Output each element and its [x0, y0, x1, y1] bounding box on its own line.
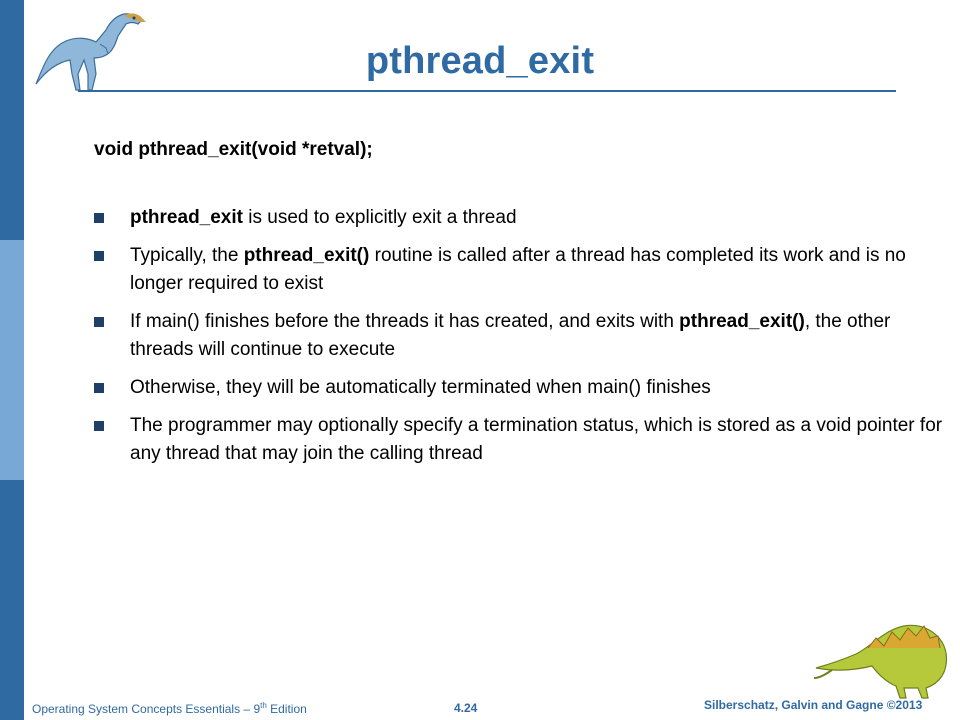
bullet-item [94, 242, 944, 298]
left-sidebar [0, 0, 24, 720]
page-number: 4.24 [454, 701, 478, 715]
bullet-text-bold: pthread_exit [130, 207, 243, 228]
sidebar-segment-middle [0, 240, 24, 480]
bullet-text: Otherwise, they will be automatically terminated when main() finishes [130, 377, 711, 398]
footer-book-title [32, 701, 307, 716]
bullet-list [94, 204, 944, 478]
footer-book-sup: th [260, 701, 267, 710]
bullet-text: is used to explicitly exit a thread [242, 207, 517, 228]
bullet-square-icon [94, 383, 104, 393]
sidebar-segment-top [0, 0, 24, 240]
bullet-text-bold: pthread_exit() [679, 311, 805, 332]
footer-book-suffix: Edition [266, 702, 307, 716]
bullet-item [94, 308, 944, 364]
bullet-item [94, 412, 944, 468]
dinosaur-icon [812, 608, 958, 700]
bullet-square-icon [94, 251, 104, 261]
bullet-square-icon [94, 317, 104, 327]
bullet-square-icon [94, 421, 104, 431]
bullet-item [94, 204, 944, 232]
title-divider [78, 90, 896, 92]
bullet-item [94, 374, 944, 402]
bullet-text: If main() finishes before the threads it has created, and exits with [130, 311, 680, 332]
sidebar-segment-bottom [0, 480, 24, 720]
bullet-square-icon [94, 213, 104, 223]
bullet-text: , the other threads will continue to execute [130, 311, 891, 360]
bullet-text-bold: pthread_exit() [243, 245, 370, 266]
footer-book-prefix: Operating System Concepts Essentials – 9 [32, 702, 261, 716]
bullet-text: The programmer may optionally specify a termination status, which is stored as a void pointer for any thread that may join the calling thread [130, 415, 943, 464]
bullet-text: Typically, the [130, 245, 244, 266]
slide-title: pthread_exit [365, 40, 595, 82]
footer-authors: Silberschatz, Galvin and Gagne ©2013 [704, 698, 923, 712]
function-signature: void pthread_exit(void *retval); [94, 139, 373, 160]
bullet-text: routine is called after a thread has completed its work and is no longer required to exist [130, 245, 906, 294]
